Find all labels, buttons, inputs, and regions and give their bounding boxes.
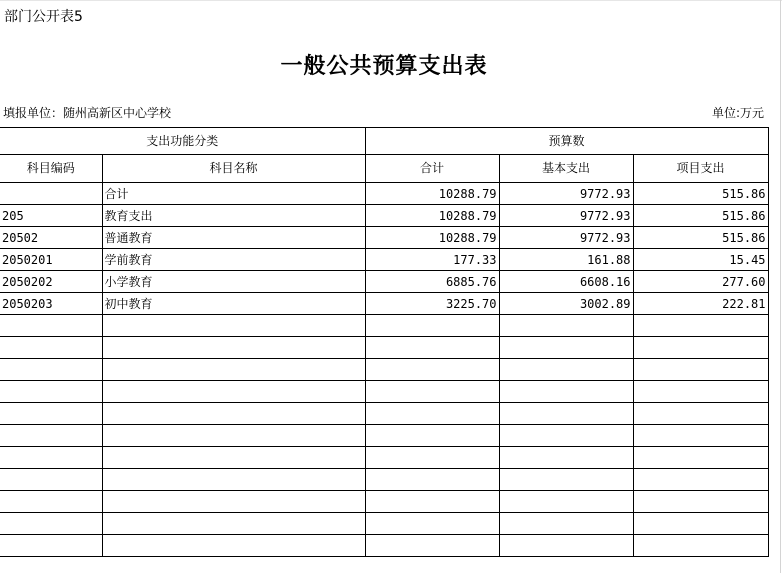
empty-row — [0, 535, 768, 557]
table-body — [0, 183, 768, 557]
empty-cell — [633, 425, 768, 447]
cell-basic: 161.88 — [499, 249, 633, 271]
empty-row — [0, 469, 768, 491]
cell-total: 10288.79 — [365, 183, 499, 205]
empty-cell — [499, 403, 633, 425]
empty-cell — [365, 381, 499, 403]
table-row — [0, 249, 768, 271]
empty-cell — [499, 425, 633, 447]
empty-cell — [102, 315, 365, 337]
empty-cell — [365, 425, 499, 447]
sheet-top-gridline — [0, 0, 782, 1]
empty-row — [0, 359, 768, 381]
empty-cell — [365, 403, 499, 425]
cell-total: 3225.70 — [365, 293, 499, 315]
cell-name: 学前教育 — [102, 249, 365, 271]
empty-row — [0, 337, 768, 359]
cell-code — [0, 183, 102, 205]
cell-code: 205 — [0, 205, 102, 227]
empty-cell — [0, 337, 102, 359]
empty-cell — [499, 535, 633, 557]
cell-basic: 9772.93 — [499, 227, 633, 249]
empty-cell — [499, 513, 633, 535]
unit-row — [3, 104, 764, 122]
empty-cell — [499, 447, 633, 469]
header-budget-amount: 预算数 — [365, 128, 768, 155]
empty-cell — [0, 535, 102, 557]
empty-cell — [102, 425, 365, 447]
header-basic: 基本支出 — [499, 155, 633, 183]
sheet-right-gridline — [780, 0, 781, 573]
empty-cell — [633, 315, 768, 337]
empty-cell — [102, 337, 365, 359]
empty-cell — [633, 535, 768, 557]
header-code: 科目编码 — [0, 155, 102, 183]
empty-cell — [102, 535, 365, 557]
header-project: 项目支出 — [633, 155, 768, 183]
cell-project: 277.60 — [633, 271, 768, 293]
empty-cell — [365, 315, 499, 337]
empty-cell — [0, 491, 102, 513]
empty-cell — [0, 315, 102, 337]
empty-row — [0, 403, 768, 425]
cell-total: 10288.79 — [365, 227, 499, 249]
empty-cell — [0, 469, 102, 491]
empty-row — [0, 513, 768, 535]
empty-cell — [633, 403, 768, 425]
empty-cell — [633, 359, 768, 381]
header-group-row — [0, 128, 768, 155]
cell-total: 10288.79 — [365, 205, 499, 227]
empty-cell — [499, 491, 633, 513]
form-number-label: 部门公开表5 — [4, 9, 83, 25]
cell-name: 合计 — [102, 183, 365, 205]
empty-cell — [499, 469, 633, 491]
cell-basic: 3002.89 — [499, 293, 633, 315]
cell-total: 6885.76 — [365, 271, 499, 293]
cell-code: 2050202 — [0, 271, 102, 293]
empty-cell — [0, 513, 102, 535]
table-row — [0, 271, 768, 293]
table-row — [0, 293, 768, 315]
empty-cell — [365, 469, 499, 491]
empty-cell — [365, 359, 499, 381]
header-name: 科目名称 — [102, 155, 365, 183]
empty-cell — [365, 447, 499, 469]
cell-code: 2050203 — [0, 293, 102, 315]
empty-cell — [499, 315, 633, 337]
page-title: 一般公共预算支出表 — [280, 53, 488, 79]
empty-cell — [102, 381, 365, 403]
empty-cell — [0, 359, 102, 381]
empty-cell — [102, 491, 365, 513]
empty-cell — [365, 535, 499, 557]
cell-basic: 9772.93 — [499, 205, 633, 227]
empty-cell — [102, 469, 365, 491]
empty-cell — [0, 425, 102, 447]
empty-cell — [0, 381, 102, 403]
cell-project: 515.86 — [633, 205, 768, 227]
table-row — [0, 227, 768, 249]
empty-cell — [365, 513, 499, 535]
cell-total: 177.33 — [365, 249, 499, 271]
empty-cell — [633, 337, 768, 359]
table-row — [0, 183, 768, 205]
empty-cell — [499, 337, 633, 359]
empty-cell — [102, 403, 365, 425]
cell-code: 20502 — [0, 227, 102, 249]
empty-row — [0, 447, 768, 469]
empty-cell — [633, 447, 768, 469]
empty-cell — [102, 447, 365, 469]
empty-cell — [102, 513, 365, 535]
empty-cell — [365, 491, 499, 513]
empty-cell — [633, 381, 768, 403]
cell-name: 教育支出 — [102, 205, 365, 227]
empty-cell — [499, 359, 633, 381]
cell-name: 初中教育 — [102, 293, 365, 315]
empty-cell — [633, 469, 768, 491]
cell-code: 2050201 — [0, 249, 102, 271]
budget-table — [0, 127, 769, 557]
currency-unit: 单位:万元 — [711, 106, 764, 120]
reporting-unit: 填报单位：随州高新区中心学校 — [3, 106, 172, 120]
cell-basic: 6608.16 — [499, 271, 633, 293]
empty-row — [0, 491, 768, 513]
cell-project: 515.86 — [633, 227, 768, 249]
empty-cell — [499, 381, 633, 403]
header-column-row — [0, 155, 768, 183]
cell-project: 222.81 — [633, 293, 768, 315]
empty-cell — [102, 359, 365, 381]
table-row — [0, 205, 768, 227]
cell-project: 515.86 — [633, 183, 768, 205]
empty-row — [0, 425, 768, 447]
empty-row — [0, 381, 768, 403]
cell-project: 15.45 — [633, 249, 768, 271]
cell-basic: 9772.93 — [499, 183, 633, 205]
cell-name: 小学教育 — [102, 271, 365, 293]
empty-cell — [0, 403, 102, 425]
empty-cell — [633, 491, 768, 513]
empty-cell — [633, 513, 768, 535]
cell-name: 普通教育 — [102, 227, 365, 249]
empty-cell — [365, 337, 499, 359]
header-total: 合计 — [365, 155, 499, 183]
header-function-category: 支出功能分类 — [0, 128, 365, 155]
empty-row — [0, 315, 768, 337]
empty-cell — [0, 447, 102, 469]
